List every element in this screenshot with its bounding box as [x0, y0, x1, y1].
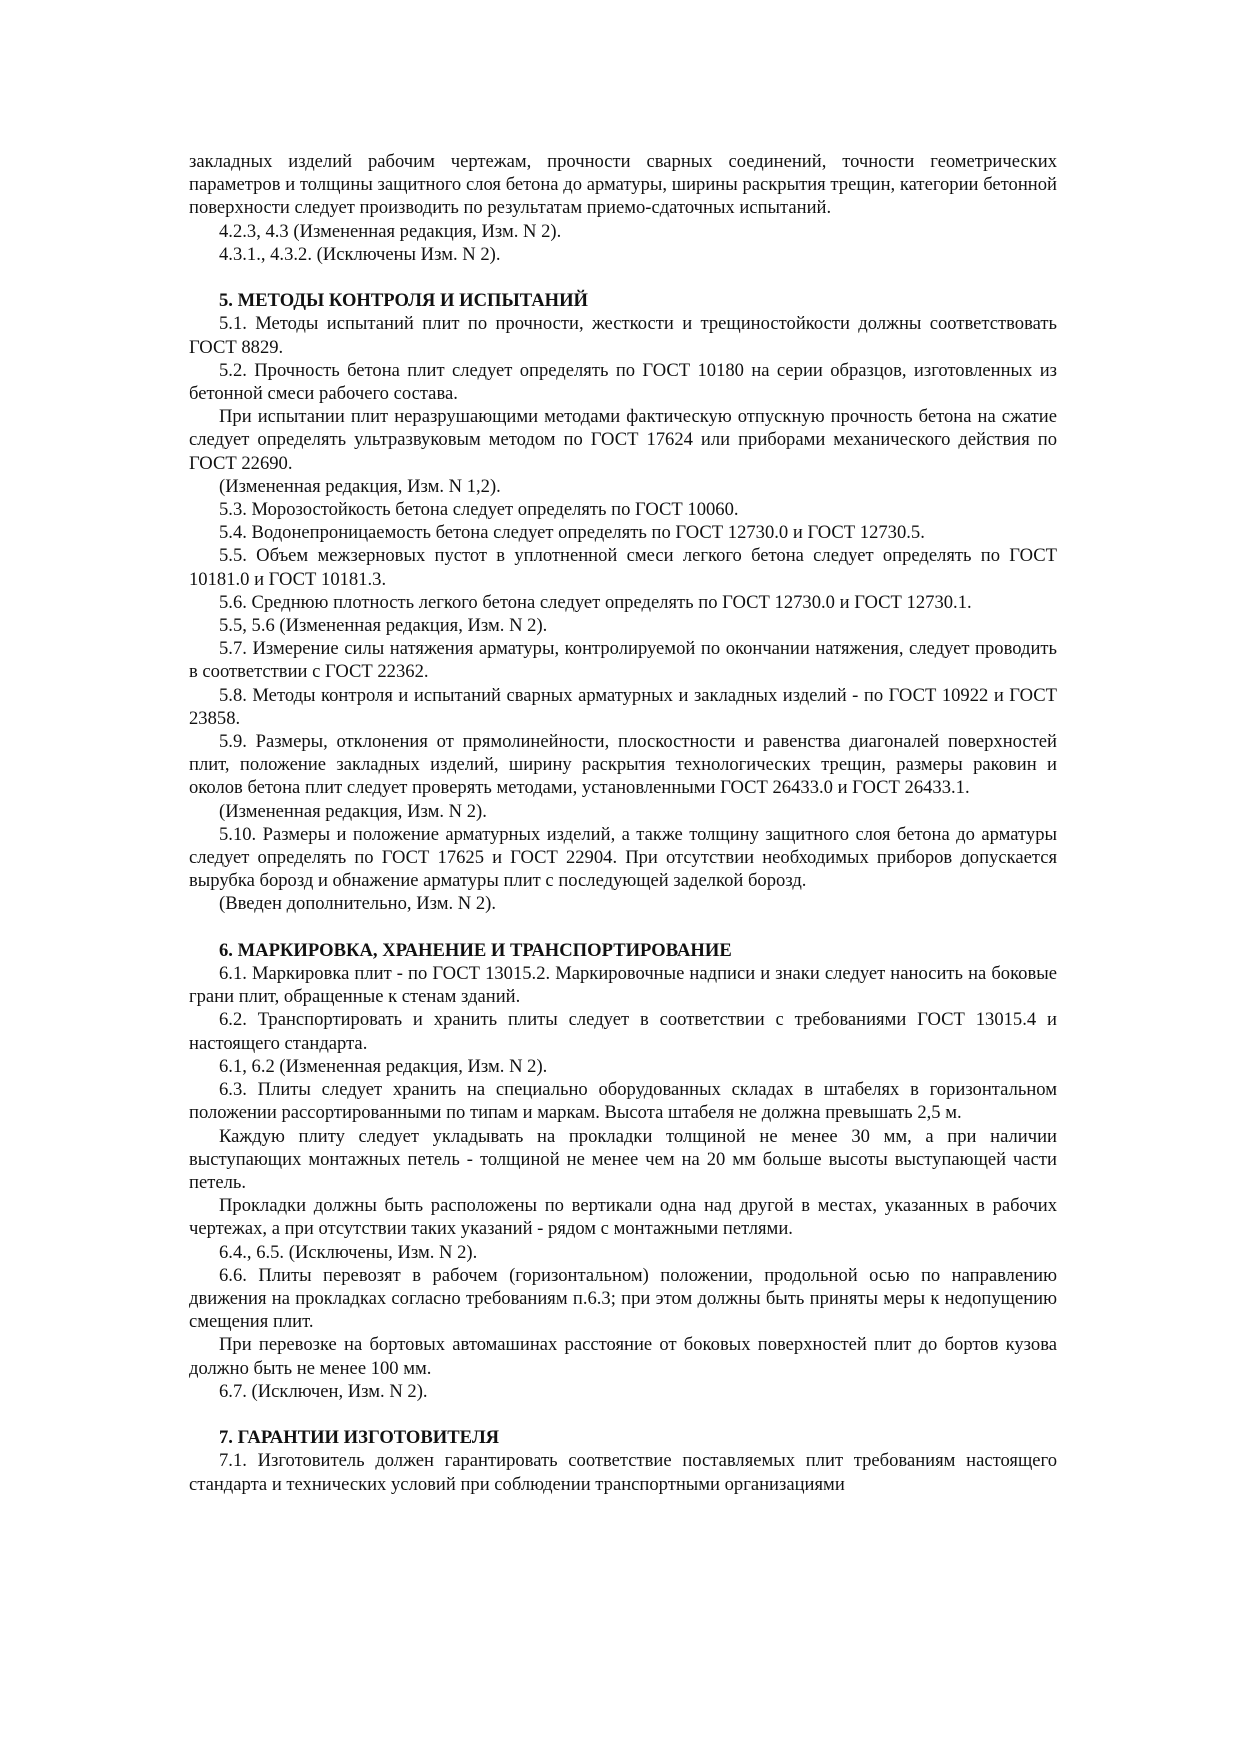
paragraph-5-1: 5.1. Методы испытаний плит по прочности, жесткости и трещиностойкости должны соответствовать ГОСТ 8829.	[189, 313, 1057, 358]
paragraph-5-8: 5.8. Методы контроля и испытаний сварных арматурных и закладных изделий - по ГОСТ 10922 и ГОСТ 23858.	[189, 684, 1057, 729]
paragraph-5-10: 5.10. Размеры и положение арматурных изделий, а также толщину защитного слоя бетона до арматуры следует определять по ГОСТ 17625 и ГОСТ 22904. При отсутствии необходимых приборов допускается вырубка борозд и обнажение арматуры плит с последующей заделкой борозд.	[189, 823, 1057, 892]
paragraph-6-3-spacers-position: Прокладки должны быть расположены по вертикали одна над другой в местах, указанных в рабочих чертежах, а при отсутствии таких указаний - рядом с монтажными петлями.	[189, 1195, 1057, 1240]
paragraph-6-6-trucks: При перевозке на бортовых автомашинах расстояние от боковых поверхностей плит до бортов кузова должно быть не менее 100 мм.	[189, 1334, 1057, 1379]
paragraph-amendment-5-5-5-6: 5.5, 5.6 (Измененная редакция, Изм. N 2).	[219, 615, 548, 637]
paragraph-4-2-2-continuation: закладных изделий рабочим чертежам, прочности сварных соединений, точности геометрических параметров и толщины защитного слоя бетона до арматуры, ширины раскрытия трещин, категории бетонной поверхности следует производить по результатам приемо-сдаточных испытаний.	[189, 151, 1057, 219]
paragraph-6-6: 6.6. Плиты перевозят в рабочем (горизонтальном) положении, продольной осью по направлению движения на прокладках согласно требованиям п.6.3; при этом должны быть приняты меры к недопущению смещения плит.	[189, 1264, 1057, 1333]
paragraph-6-3-spacers: Каждую плиту следует укладывать на прокладки толщиной не менее 30 мм, а при наличии выступающих монтажных петель - толщиной не менее чем на 20 мм больше высоты выступающей части петель.	[189, 1125, 1057, 1193]
paragraph-5-4: 5.4. Водонепроницаемость бетона следует определять по ГОСТ 12730.0 и ГОСТ 12730.5.	[219, 522, 925, 544]
paragraph-excluded-4-3-1: 4.3.1., 4.3.2. (Исключены Изм. N 2).	[219, 243, 501, 265]
paragraph-7-1: 7.1. Изготовитель должен гарантировать соответствие поставляемых плит требованиям настоящего стандарта и технических условий при соблюдении транспортными организациями	[189, 1450, 1057, 1495]
paragraph-6-1: 6.1. Маркировка плит - по ГОСТ 13015.2. Маркировочные надписи и знаки следует наносить на боковые грани плит, обращенные к стенам зданий.	[189, 963, 1057, 1008]
paragraph-5-7: 5.7. Измерение силы натяжения арматуры, контролируемой по окончании натяжения, следует проводить в соответствии с ГОСТ 22362.	[189, 638, 1057, 683]
paragraph-excluded-6-4-6-5: 6.4., 6.5. (Исключены, Изм. N 2).	[219, 1241, 478, 1263]
paragraph-amendment-6-1-6-2: 6.1, 6.2 (Измененная редакция, Изм. N 2).	[219, 1055, 548, 1077]
paragraph-amendment-4-2-3: 4.2.3, 4.3 (Измененная редакция, Изм. N 2).	[219, 220, 562, 242]
paragraph-5-6: 5.6. Среднюю плотность легкого бетона следует определять по ГОСТ 12730.0 и ГОСТ 12730.1.	[219, 591, 972, 613]
paragraph-amendment-5-2: (Измененная редакция, Изм. N 1,2).	[219, 475, 501, 497]
paragraph-5-2-nondestructive: При испытании плит неразрушающими методами фактическую отпускную прочность бетона на сжатие следует определять ультразвуковым методом по ГОСТ 17624 или приборами механического действия по ГОСТ 22690.	[189, 406, 1057, 474]
paragraph-5-2: 5.2. Прочность бетона плит следует определять по ГОСТ 10180 на серии образцов, изготовленных из бетонной смеси рабочего состава.	[189, 359, 1057, 405]
paragraph-6-2: 6.2. Транспортировать и хранить плиты следует в соответствии с требованиями ГОСТ 13015.4 и настоящего стандарта.	[189, 1009, 1057, 1054]
paragraph-excluded-6-7: 6.7. (Исключен, Изм. N 2).	[219, 1380, 428, 1402]
section-heading-6: 6. МАРКИРОВКА, ХРАНЕНИЕ И ТРАНСПОРТИРОВАНИЕ	[219, 939, 732, 961]
section-heading-7: 7. ГАРАНТИИ ИЗГОТОВИТЕЛЯ	[219, 1427, 500, 1449]
paragraph-5-3: 5.3. Морозостойкость бетона следует определять по ГОСТ 10060.	[219, 499, 739, 521]
paragraph-amendment-5-9: (Измененная редакция, Изм. N 2).	[219, 800, 487, 822]
paragraph-amendment-5-10: (Введен дополнительно, Изм. N 2).	[219, 893, 496, 915]
document-page	[189, 150, 1057, 1496]
section-heading-5: 5. МЕТОДЫ КОНТРОЛЯ И ИСПЫТАНИЙ	[219, 290, 589, 312]
paragraph-6-3: 6.3. Плиты следует хранить на специально оборудованных складах в штабелях в горизонтальном положении рассортированными по типам и маркам. Высота штабеля не должна превышать 2,5 м.	[189, 1079, 1057, 1124]
paragraph-5-9: 5.9. Размеры, отклонения от прямолинейности, плоскостности и равенства диагоналей поверхностей плит, положение закладных изделий, ширину раскрытия технологических трещин, размеры раковин и околов бетона плит следует проверять методами, установленными ГОСТ 26433.0 и ГОСТ 26433.1.	[189, 731, 1057, 799]
paragraph-5-5: 5.5. Объем межзерновых пустот в уплотненной смеси легкого бетона следует определять по ГОСТ 10181.0 и ГОСТ 10181.3.	[189, 545, 1057, 590]
